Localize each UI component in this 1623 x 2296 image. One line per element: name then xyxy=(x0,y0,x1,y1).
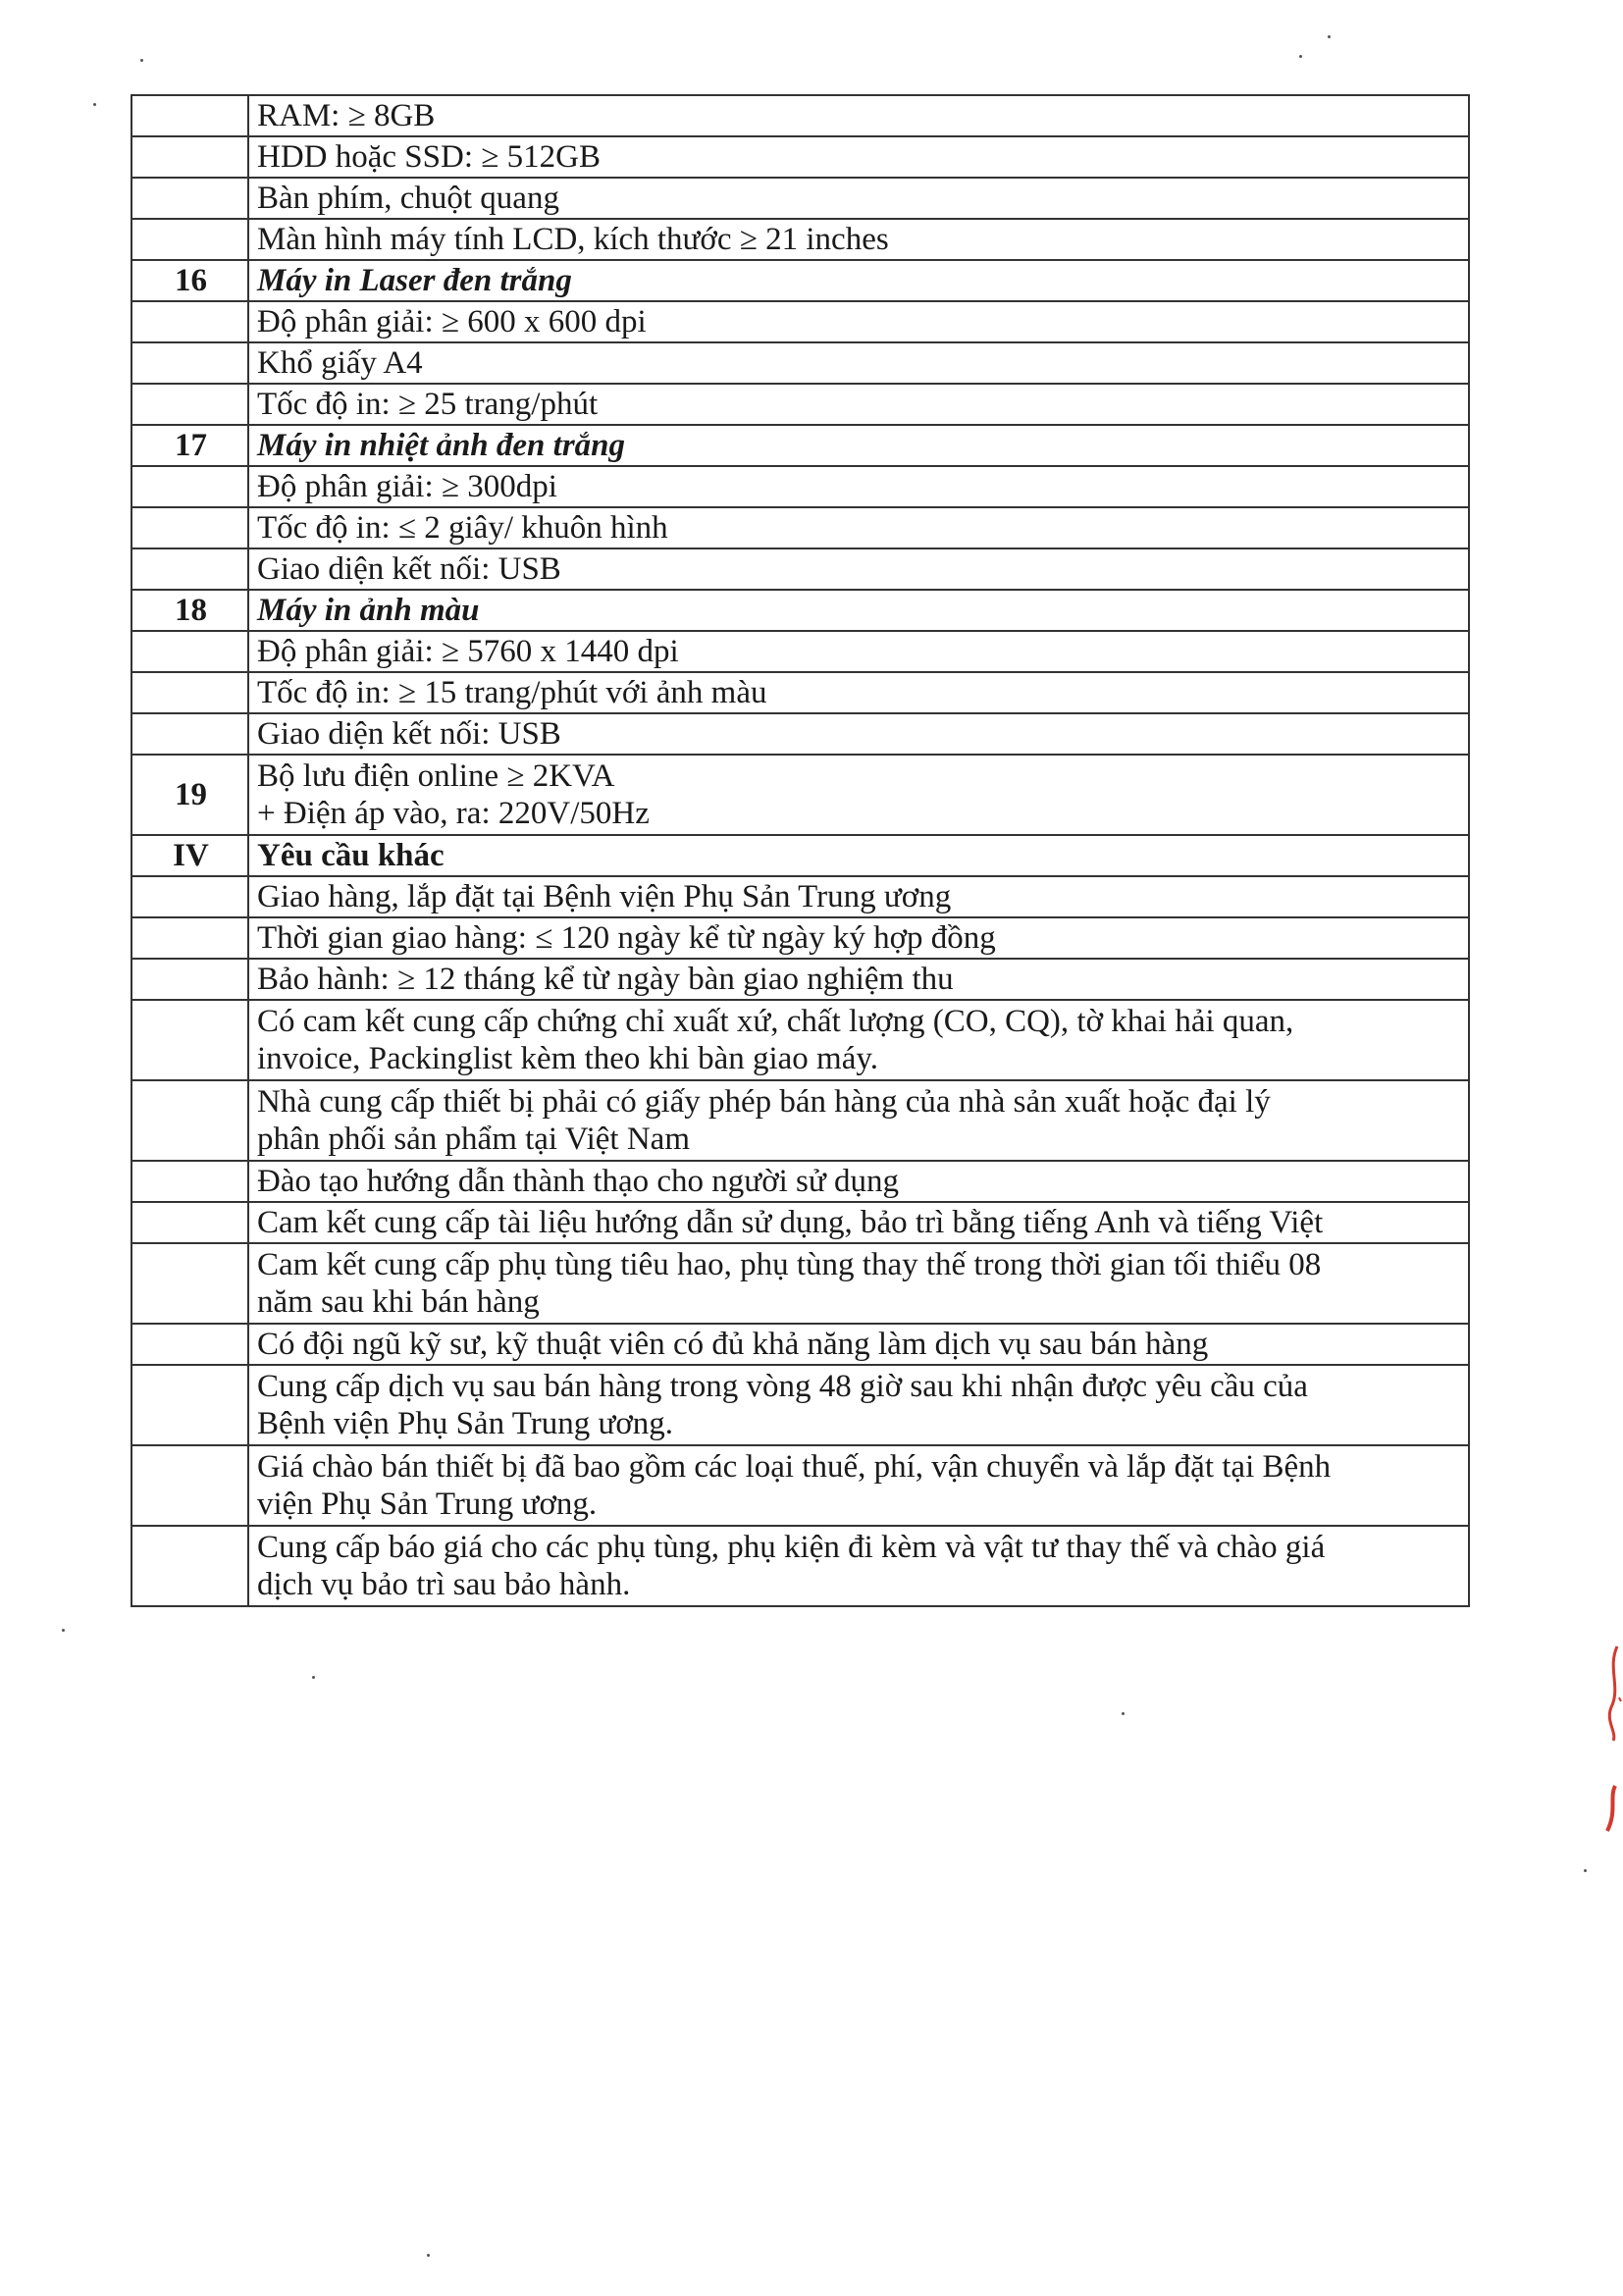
requirement-line: RAM: ≥ 8GB xyxy=(257,98,436,133)
requirement-line: Bàn phím, chuột quang xyxy=(257,181,559,216)
requirement-line: Thời gian giao hàng: ≤ 120 ngày kể từ ngày ký hợp đồng xyxy=(257,920,996,956)
requirements-table-body xyxy=(131,95,1469,1606)
table-row xyxy=(131,425,1469,466)
table-row xyxy=(131,755,1469,835)
row-number-cell xyxy=(131,959,248,1000)
row-description-cell xyxy=(248,425,1469,466)
table-row xyxy=(131,835,1469,876)
table-row xyxy=(131,1445,1469,1526)
table-row xyxy=(131,1202,1469,1243)
red-stamp-fragment xyxy=(1588,1639,1623,1845)
row-number-cell xyxy=(131,1202,248,1243)
row-description-cell xyxy=(248,260,1469,301)
scan-speck xyxy=(312,1676,315,1679)
table-row xyxy=(131,713,1469,755)
requirement-line: năm sau khi bán hàng xyxy=(257,1284,540,1320)
row-number-cell: 17 xyxy=(131,425,248,466)
row-number-cell xyxy=(131,917,248,959)
row-description-cell xyxy=(248,548,1469,590)
row-description-cell xyxy=(248,1080,1469,1161)
requirement-line: Giao diện kết nối: USB xyxy=(257,716,561,752)
requirement-line: Màn hình máy tính LCD, kích thước ≥ 21 inches xyxy=(257,222,889,257)
row-description-cell xyxy=(248,1243,1469,1324)
row-description-cell xyxy=(248,219,1469,260)
row-number-cell xyxy=(131,1445,248,1526)
requirement-line: Bệnh viện Phụ Sản Trung ương. xyxy=(257,1406,674,1441)
table-row xyxy=(131,342,1469,384)
requirement-line: viện Phụ Sản Trung ương. xyxy=(257,1487,598,1522)
row-number-cell: 19 xyxy=(131,755,248,835)
requirement-line: + Điện áp vào, ra: 220V/50Hz xyxy=(257,796,650,831)
scan-speck xyxy=(1328,35,1331,38)
row-number-cell: 18 xyxy=(131,590,248,631)
row-description-cell xyxy=(248,342,1469,384)
table-row xyxy=(131,178,1469,219)
row-description-cell xyxy=(248,631,1469,672)
requirement-line: Tốc độ in: ≤ 2 giây/ khuôn hình xyxy=(257,510,668,546)
row-description-cell xyxy=(248,755,1469,835)
requirements-table xyxy=(131,94,1470,1607)
scan-speck xyxy=(1122,1712,1125,1715)
section-title: Yêu cầu khác xyxy=(257,838,445,873)
table-row xyxy=(131,590,1469,631)
scan-speck xyxy=(1299,55,1302,58)
requirement-line: Tốc độ in: ≥ 15 trang/phút với ảnh màu xyxy=(257,675,767,710)
requirement-line: Cung cấp dịch vụ sau bán hàng trong vòng 48 giờ sau khi nhận được yêu cầu của xyxy=(257,1369,1308,1404)
row-number-cell xyxy=(131,1324,248,1365)
row-number-cell xyxy=(131,631,248,672)
row-number-cell xyxy=(131,876,248,917)
table-row xyxy=(131,301,1469,342)
requirement-line: invoice, Packinglist kèm theo khi bàn giao máy. xyxy=(257,1041,878,1076)
table-row xyxy=(131,1161,1469,1202)
requirement-line: Nhà cung cấp thiết bị phải có giấy phép bán hàng của nhà sản xuất hoặc đại lý xyxy=(257,1084,1271,1120)
table-row xyxy=(131,1243,1469,1324)
requirement-line: Cam kết cung cấp tài liệu hướng dẫn sử dụng, bảo trì bằng tiếng Anh và tiếng Việt xyxy=(257,1205,1324,1240)
scan-speck xyxy=(62,1629,65,1632)
row-number-cell xyxy=(131,219,248,260)
table-row xyxy=(131,1080,1469,1161)
row-number-cell: IV xyxy=(131,835,248,876)
row-number-cell xyxy=(131,1243,248,1324)
row-description-cell xyxy=(248,1445,1469,1526)
row-number-cell xyxy=(131,178,248,219)
requirement-line: Độ phân giải: ≥ 600 x 600 dpi xyxy=(257,304,647,339)
row-description-cell xyxy=(248,713,1469,755)
row-description-cell xyxy=(248,835,1469,876)
table-row xyxy=(131,1526,1469,1606)
requirement-line: Có đội ngũ kỹ sư, kỹ thuật viên có đủ khả năng làm dịch vụ sau bán hàng xyxy=(257,1327,1209,1362)
table-row xyxy=(131,507,1469,548)
table-row xyxy=(131,219,1469,260)
row-number-cell xyxy=(131,1000,248,1080)
table-row xyxy=(131,876,1469,917)
requirement-line: Khổ giấy A4 xyxy=(257,345,423,381)
table-row xyxy=(131,959,1469,1000)
row-number-cell xyxy=(131,301,248,342)
requirement-line: Cung cấp báo giá cho các phụ tùng, phụ kiện đi kèm và vật tư thay thế và chào giá xyxy=(257,1530,1326,1565)
row-description-cell xyxy=(248,1526,1469,1606)
row-description-cell xyxy=(248,1324,1469,1365)
table-row xyxy=(131,384,1469,425)
table-row xyxy=(131,672,1469,713)
scan-speck xyxy=(1584,1869,1587,1872)
row-description-cell xyxy=(248,136,1469,178)
requirement-line: Giao hàng, lắp đặt tại Bệnh viện Phụ Sản Trung ương xyxy=(257,879,952,914)
row-number-cell xyxy=(131,548,248,590)
table-row xyxy=(131,1365,1469,1445)
row-number-cell xyxy=(131,136,248,178)
row-description-cell xyxy=(248,384,1469,425)
table-row xyxy=(131,548,1469,590)
row-description-cell xyxy=(248,178,1469,219)
requirement-line: Cam kết cung cấp phụ tùng tiêu hao, phụ tùng thay thế trong thời gian tối thiểu 08 xyxy=(257,1247,1322,1282)
row-description-cell xyxy=(248,507,1469,548)
table-row xyxy=(131,260,1469,301)
requirement-line: Bộ lưu điện online ≥ 2KVA xyxy=(257,758,615,794)
row-number-cell xyxy=(131,1365,248,1445)
table-row xyxy=(131,136,1469,178)
scan-speck xyxy=(93,103,96,106)
requirement-line: Giao diện kết nối: USB xyxy=(257,551,561,587)
device-title: Máy in ảnh màu xyxy=(257,593,480,628)
scan-speck xyxy=(140,59,143,62)
table-row xyxy=(131,1000,1469,1080)
requirement-line: Tốc độ in: ≥ 25 trang/phút xyxy=(257,387,599,422)
requirement-line: phân phối sản phẩm tại Việt Nam xyxy=(257,1122,690,1157)
row-description-cell xyxy=(248,590,1469,631)
row-description-cell xyxy=(248,1202,1469,1243)
row-description-cell xyxy=(248,1000,1469,1080)
row-description-cell xyxy=(248,672,1469,713)
row-number-cell xyxy=(131,95,248,136)
table-row xyxy=(131,466,1469,507)
row-number-cell: 16 xyxy=(131,260,248,301)
table-row xyxy=(131,917,1469,959)
table-row xyxy=(131,631,1469,672)
requirement-line: Đào tạo hướng dẫn thành thạo cho người sử dụng xyxy=(257,1164,900,1199)
row-number-cell xyxy=(131,672,248,713)
row-number-cell xyxy=(131,507,248,548)
row-number-cell xyxy=(131,1080,248,1161)
requirement-line: Giá chào bán thiết bị đã bao gồm các loại thuế, phí, vận chuyển và lắp đặt tại Bệnh xyxy=(257,1449,1332,1485)
row-description-cell xyxy=(248,95,1469,136)
table-row xyxy=(131,1324,1469,1365)
table-row xyxy=(131,95,1469,136)
row-description-cell xyxy=(248,301,1469,342)
row-description-cell xyxy=(248,959,1469,1000)
device-title: Máy in Laser đen trắng xyxy=(257,263,572,298)
row-description-cell xyxy=(248,876,1469,917)
row-number-cell xyxy=(131,1161,248,1202)
row-number-cell xyxy=(131,342,248,384)
row-number-cell xyxy=(131,713,248,755)
requirement-line: Độ phân giải: ≥ 300dpi xyxy=(257,469,557,504)
row-description-cell xyxy=(248,1161,1469,1202)
row-number-cell xyxy=(131,466,248,507)
requirement-line: Có cam kết cung cấp chứng chỉ xuất xứ, chất lượng (CO, CQ), tờ khai hải quan, xyxy=(257,1004,1294,1039)
requirement-line: Bảo hành: ≥ 12 tháng kể từ ngày bàn giao nghiệm thu xyxy=(257,962,954,997)
row-number-cell xyxy=(131,384,248,425)
scan-speck xyxy=(427,2254,430,2257)
requirement-line: Độ phân giải: ≥ 5760 x 1440 dpi xyxy=(257,634,679,669)
row-description-cell xyxy=(248,917,1469,959)
requirement-line: dịch vụ bảo trì sau bảo hành. xyxy=(257,1567,631,1602)
device-title: Máy in nhiệt ảnh đen trắng xyxy=(257,428,626,463)
row-description-cell xyxy=(248,466,1469,507)
requirement-line: HDD hoặc SSD: ≥ 512GB xyxy=(257,139,601,175)
row-description-cell xyxy=(248,1365,1469,1445)
row-number-cell xyxy=(131,1526,248,1606)
